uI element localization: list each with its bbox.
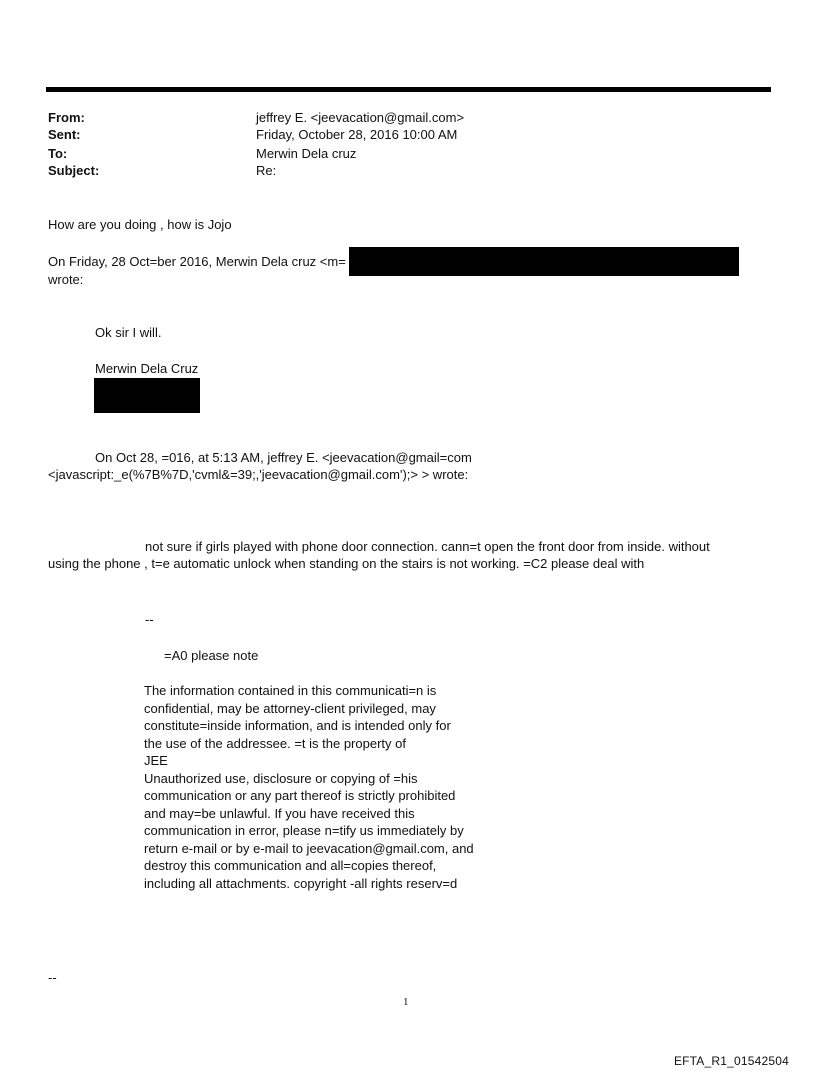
quote1-line1: On Friday, 28 Oct=ber 2016, Merwin Dela cruz <m= — [48, 254, 346, 269]
subject-label: Subject: — [48, 163, 100, 178]
disclaimer-line: and may=be unlawful. If you have received this — [144, 805, 415, 821]
disclaimer-line: constitute=inside information, and is intended only for — [144, 718, 451, 733]
disclaimer-line: Unauthorized use, disclosure or copying of =his — [144, 770, 418, 786]
greeting-text: How are you doing , how is Jojo — [48, 217, 232, 232]
redaction-box-signature — [94, 378, 200, 413]
disclaimer-line: confidential, may be attorney-client privileged, may — [144, 700, 436, 716]
quote2-line1: On Oct 28, =016, at 5:13 AM, jeffrey E. <jeevacation@gmail=com — [95, 450, 472, 465]
disclaimer-line: destroy this communication and all=copies thereof, — [144, 858, 437, 873]
disclaimer-line: communication or any part thereof is strictly prohibited — [144, 788, 456, 803]
message-line2: using the phone , t=e automatic unlock when standing on the stairs is not working. =C2 please deal with — [48, 556, 645, 571]
please-note-text: =A0 please note — [164, 648, 259, 663]
to-label: To: — [48, 146, 68, 161]
disclaimer-block — [144, 682, 474, 892]
bottom-separator: -- — [48, 970, 57, 985]
to-value: Merwin Dela cruz — [256, 146, 357, 161]
quote1-line2: wrote: — [48, 272, 84, 287]
from-label: From: — [48, 110, 85, 125]
signature-separator: -- — [145, 612, 154, 627]
sent-label: Sent: — [48, 127, 81, 142]
subject-value: Re: — [256, 163, 277, 178]
quote2-line2: <javascript:_e(%7B%7D,'cvml&=39;,'jeevacation@gmail.com');> > wrote: — [48, 467, 469, 482]
message-line1: not sure if girls played with phone door connection. cann=t open the front door from inside. without — [145, 539, 710, 554]
signature-name: Merwin Dela Cruz — [95, 361, 199, 376]
disclaimer-line: JEE — [144, 753, 168, 768]
redaction-box-email — [349, 247, 739, 276]
disclaimer-line: The information contained in this communicati=n is — [144, 683, 437, 698]
disclaimer-line: return e-mail or by e-mail to jeevacation@gmail.com, and — [144, 840, 474, 856]
sent-value: Friday, October 28, 2016 10:00 AM — [256, 127, 458, 142]
disclaimer-line: the use of the addressee. =t is the property of — [144, 735, 406, 751]
page-number: 1 — [403, 996, 409, 1008]
disclaimer-line: communication in error, please n=tify us immediately by — [144, 823, 464, 838]
header-rule — [46, 87, 771, 92]
reply-text: Ok sir I will. — [95, 325, 162, 340]
document-id: EFTA_R1_01542504 — [673, 1054, 789, 1068]
disclaimer-line: including all attachments. copyright -all rights reserv=d — [144, 875, 458, 891]
from-value: jeffrey E. <jeevacation@gmail.com> — [256, 110, 465, 125]
